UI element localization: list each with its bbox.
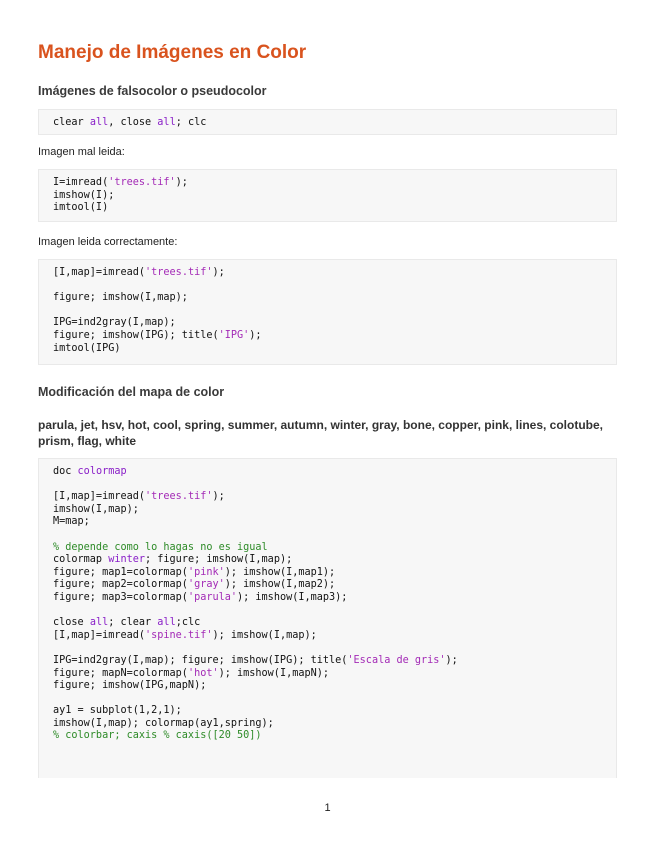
- code-block-correcta[interactable]: [38, 259, 617, 365]
- code-token: imshow(I,map); colormap(ay1,spring);: [53, 717, 274, 729]
- code-token: imtool(I): [53, 202, 109, 214]
- code-token: ); imshow(I,map1);: [224, 566, 336, 578]
- label-leida-correctamente: Imagen leida correctamente:: [38, 236, 178, 248]
- code-token: figure; mapN=colormap(: [53, 667, 188, 679]
- code-line: [53, 280, 616, 293]
- code-line: [53, 317, 616, 330]
- code-token: figure; imshow(IPG); title(: [53, 329, 219, 341]
- code-token: 'spine.tif': [145, 629, 213, 641]
- code-token: ); imshow(I,mapN);: [218, 667, 330, 679]
- colormaps-list: parula, jet, hsv, hot, cool, spring, summer, autumn, winter, gray, bone, copper, pink, lines, colotube, prism, flag, white: [38, 418, 603, 448]
- code-token: );: [249, 329, 262, 341]
- code-token: M=map;: [53, 516, 90, 528]
- code-token: clear: [53, 117, 90, 128]
- code-token: figure; imshow(I,map);: [53, 292, 188, 304]
- page-title: Manejo de Imágenes en Color: [38, 42, 307, 63]
- code-line: [53, 617, 616, 630]
- code-token: figure; imshow(IPG,mapN);: [53, 680, 207, 692]
- code-line: [53, 730, 616, 743]
- code-line: [53, 642, 616, 655]
- code-token: 'pink': [187, 566, 225, 578]
- code-line: [53, 504, 616, 517]
- code-line: [53, 705, 616, 718]
- code-token: colormap: [77, 466, 127, 477]
- code-block-colormap[interactable]: [38, 458, 617, 778]
- code-token: [I,map]=imread(: [53, 267, 146, 278]
- code-token: IPG=ind2gray(I,map); figure; imshow(IPG); title(: [53, 654, 348, 666]
- code-token: 'IPG': [218, 329, 250, 341]
- code-token: imshow(I,map);: [53, 503, 139, 515]
- code-token: 'trees.tif': [145, 491, 213, 503]
- code-line: [53, 202, 616, 215]
- code-line: [53, 466, 616, 479]
- code-line: [53, 718, 616, 731]
- code-line: [53, 668, 616, 681]
- code-line: [53, 529, 616, 542]
- code-token: ; clc: [175, 117, 207, 128]
- code-line: [53, 190, 616, 203]
- code-token: [I,map]=imread(: [53, 629, 146, 641]
- code-token: imtool(IPG): [53, 342, 121, 354]
- code-token: winter: [108, 554, 146, 566]
- code-token: figure; map3=colormap(: [53, 591, 188, 603]
- code-token: doc: [53, 466, 78, 477]
- code-token: figure; map1=colormap(: [53, 566, 188, 578]
- code-token: ); imshow(I,map);: [212, 629, 317, 641]
- code-line: [53, 491, 616, 504]
- code-token: figure; map2=colormap(: [53, 579, 188, 591]
- code-line: [53, 655, 616, 668]
- code-token: 'parula': [187, 591, 238, 603]
- code-line: [53, 305, 616, 318]
- heading-modificacion: Modificación del mapa de color: [38, 385, 225, 399]
- code-token: , close: [108, 117, 158, 128]
- code-block-mal-leida[interactable]: [38, 169, 617, 222]
- code-line: [53, 680, 616, 693]
- code-token: [I,map]=imread(: [53, 491, 146, 503]
- code-token: IPG=ind2gray(I,map);: [53, 317, 176, 329]
- code-token: 'hot': [187, 667, 219, 679]
- code-token: );: [212, 491, 225, 503]
- code-token: all: [157, 617, 176, 629]
- code-token: % depende como lo hagas no es igual: [53, 541, 268, 553]
- code-line: [53, 516, 616, 529]
- code-token: ); imshow(I,map3);: [237, 591, 348, 603]
- code-token: I=imread(: [53, 177, 109, 188]
- code-line: [53, 567, 616, 580]
- code-token: imshow(I);: [53, 189, 115, 201]
- code-token: all: [89, 617, 109, 629]
- code-token: all: [157, 117, 176, 128]
- code-token: );: [212, 267, 225, 278]
- code-token: ); imshow(I,map2);: [224, 579, 336, 591]
- code-token: 'gray': [187, 579, 225, 591]
- code-token: colormap: [53, 554, 109, 566]
- code-line: [53, 479, 616, 492]
- code-line: [53, 542, 616, 555]
- code-line: [53, 630, 616, 643]
- code-line: [53, 292, 616, 305]
- label-mal-leida: Imagen mal leida:: [38, 146, 125, 158]
- code-token: );: [445, 654, 458, 666]
- code-line: [53, 343, 616, 356]
- code-token: close: [53, 617, 90, 629]
- page-number: 1: [324, 802, 331, 814]
- code-block-clear[interactable]: [38, 109, 617, 135]
- code-line: [53, 330, 616, 343]
- code-line: [53, 605, 616, 618]
- code-line: [53, 554, 616, 567]
- heading-falsocolor: Imágenes de falsocolor o pseudocolor: [38, 84, 267, 98]
- code-token: 'trees.tif': [108, 177, 176, 188]
- code-line: [53, 117, 616, 130]
- code-line: [53, 267, 616, 280]
- code-token: % colorbar; caxis % caxis([20 50]): [53, 730, 262, 742]
- code-token: 'Escala de gris': [347, 654, 446, 666]
- code-line: [53, 592, 616, 605]
- code-line: [53, 177, 616, 190]
- code-token: ;clc: [175, 617, 201, 629]
- code-token: );: [175, 177, 188, 188]
- code-line: [53, 693, 616, 706]
- code-line: [53, 579, 616, 592]
- code-token: 'trees.tif': [145, 267, 213, 278]
- code-token: ay1 = subplot(1,2,1);: [53, 705, 182, 717]
- code-token: ; figure; imshow(I,map);: [145, 554, 293, 566]
- code-token: ; clear: [108, 617, 158, 629]
- code-token: all: [89, 117, 109, 128]
